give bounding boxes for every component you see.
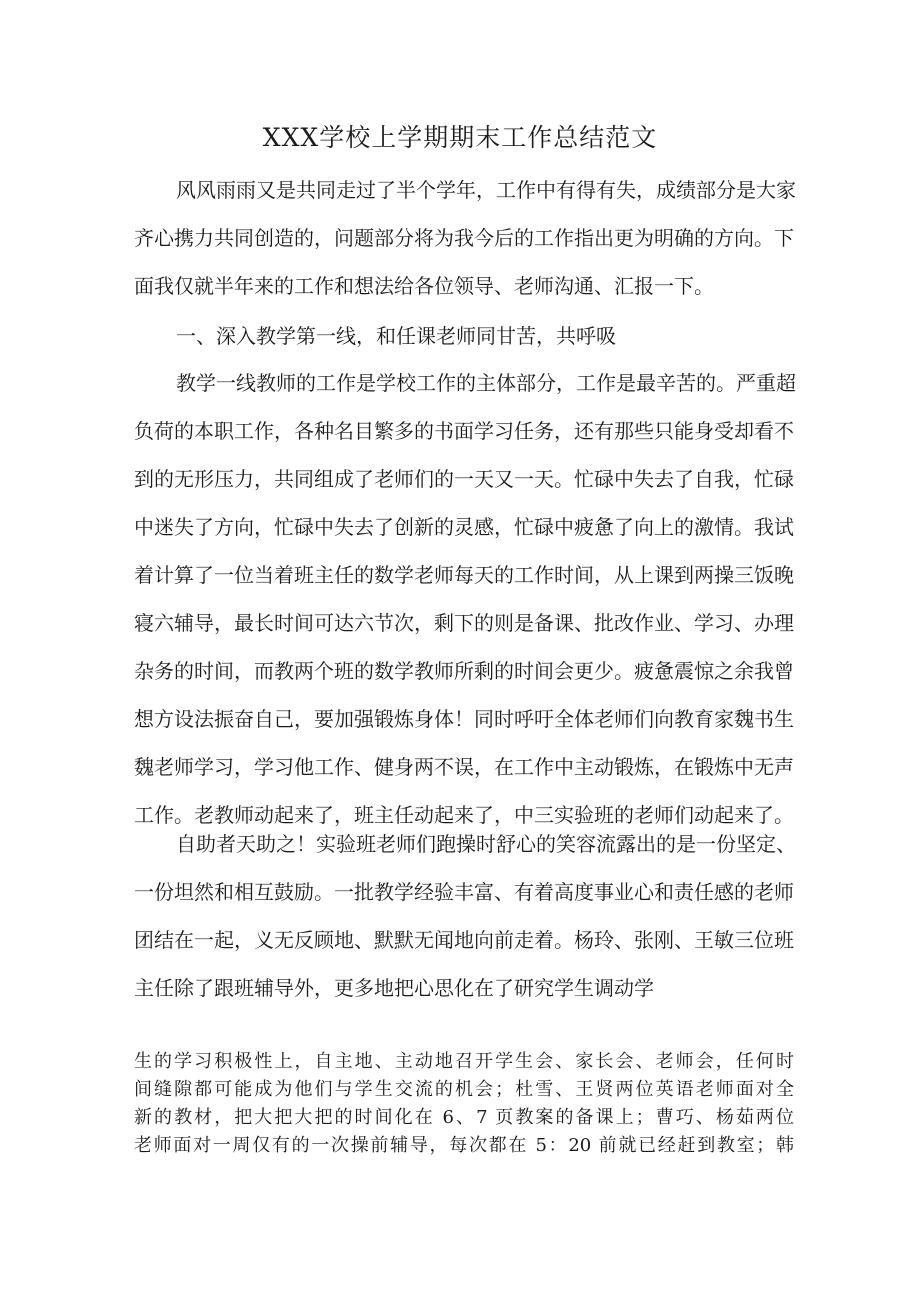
paragraph-line: 主任除了跟班辅导外，更多地把心思化在了研究学生调动学 (134, 976, 654, 1000)
paragraph-line: 着计算了一位当着班主任的数学老师每天的工作时间，从上课到两操三饭晚 (134, 563, 794, 587)
paragraph-line: 团结在一起，义无反顾地、默默无闻地向前走着。杨玲、张刚、王敏三位班 (134, 928, 794, 952)
paragraph-self-help (134, 820, 794, 1012)
paragraph-line: 中迷失了方向，忙碌中失去了创新的灵感，忙碌中疲惫了向上的激情。我试 (134, 515, 794, 539)
paragraph-line: 自助者天助之！实验班老师们跑操时舒心的笑容流露出的是一份坚定、 (176, 832, 796, 856)
section-heading-text: 一、深入教学第一线，和任课老师同甘苦，共呼吸 (176, 324, 616, 348)
paragraph-line: 负荷的本职工作，各种名目繁多的书面学习任务，还有那些只能身受却看不 (134, 419, 794, 443)
paragraph-line: 杂务的时间，而教两个班的数学教师所剩的时间会更少。疲惫震惊之余我曾 (134, 659, 794, 683)
paragraph-line: 寝六辅导，最长时间可达六节次，剩下的则是备课、批改作业、学习、办理 (134, 611, 794, 635)
paragraph-line: 老师面对一周仅有的一次操前辅导，每次都在 5：20 前就已经赶到教室；韩 (134, 1135, 794, 1156)
paragraph-teaching (134, 359, 794, 839)
paragraph-line: 工作。老教师动起来了，班主任动起来了，中三实验班的老师们动起来了。 (134, 803, 794, 827)
paragraph-intro (134, 166, 794, 310)
paragraph-line: 面我仅就半年来的工作和想法给各位领导、老师沟通、汇报一下。 (134, 274, 714, 298)
paragraph-continuation (134, 1048, 794, 1160)
paragraph-line: 新的教材，把大把大把的时间化在 6、7 页教案的备课上；曹巧、杨茹两位 (134, 1107, 794, 1128)
paragraph-line: 间缝隙都可能成为他们与学生交流的机会；杜雪、王贤两位英语老师面对全 (134, 1079, 794, 1100)
paragraph-line: 魏老师学习，学习他工作、健身两不误，在工作中主动锻炼，在锻炼中无声 (134, 755, 794, 779)
paragraph-line: 一份坦然和相互鼓励。一批教学经验丰富、有着高度事业心和责任感的老师 (134, 880, 794, 904)
paragraph-line: 想方设法振奋自己，要加强锻炼身体！同时呼吁全体老师们向教育家魏书生 (134, 707, 794, 731)
paragraph-line: 风风雨雨又是共同走过了半个学年，工作中有得有失，成绩部分是大家 (176, 178, 796, 202)
document-title: XXX学校上学期期末工作总结范文 (262, 123, 658, 152)
paragraph-line: 生的学习积极性上，自主地、主动地召开学生会、家长会、老师会，任何时 (134, 1051, 794, 1072)
paragraph-line: 教学一线教师的工作是学校工作的主体部分，工作是最辛苦的。严重超 (176, 371, 796, 395)
paragraph-line: 齐心携力共同创造的，问题部分将为我今后的工作指出更为明确的方向。下 (134, 226, 794, 250)
section-heading-1 (134, 312, 794, 360)
paragraph-line: 到的无形压力，共同组成了老师们的一天又一天。忙碌中失去了自我，忙碌 (134, 467, 794, 491)
